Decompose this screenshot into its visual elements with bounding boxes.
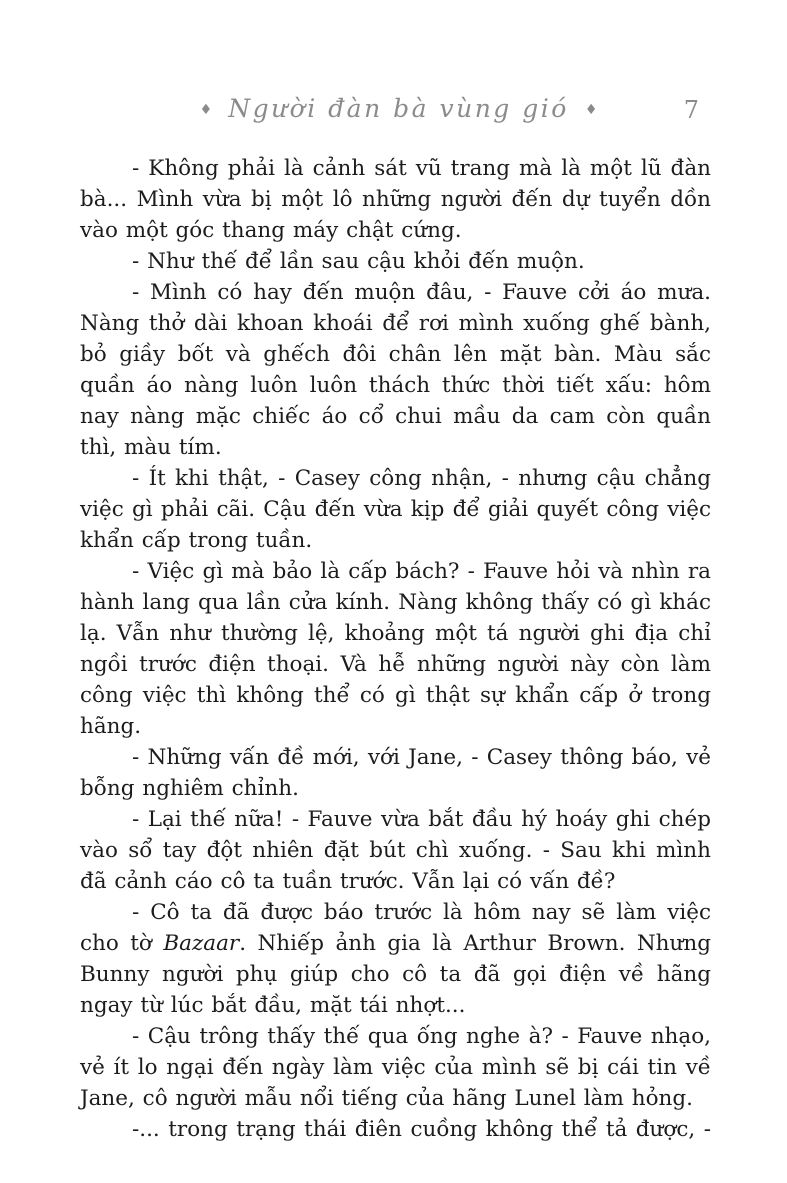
text-run: - Việc gì mà bảo là cấp bách? - Fauve hỏi và nhìn ra hành lang qua lần cửa kính. Nàng không thấy có gì khác lạ. Vẫn như thường lệ, khoảng một tá người ghi địa chỉ ngồi trước điện thoại. Và hễ những người này còn làm công việc thì không thể có gì thật sự khẩn cấp ở trong hãng. bbox=[80, 559, 711, 739]
diamond-ornament-right-icon: ♦ bbox=[584, 102, 598, 118]
paragraph bbox=[80, 1114, 711, 1145]
text-run: - Như thế để lần sau cậu khỏi đến muộn. bbox=[132, 249, 585, 274]
text-run: - Những vấn đề mới, với Jane, - Casey thông báo, vẻ bỗng nghiêm chỉnh. bbox=[80, 745, 711, 801]
paragraph bbox=[80, 463, 711, 556]
page-body bbox=[80, 153, 711, 1145]
paragraph bbox=[80, 277, 711, 463]
paragraph bbox=[80, 1021, 711, 1114]
text-run: - Cậu trông thấy thế qua ống nghe à? - Fauve nhạo, vẻ ít lo ngại đến ngày làm việc của mình sẽ bị cái tin về Jane, cô người mẫu nổi tiếng của hãng Lunel làm hỏng. bbox=[80, 1024, 711, 1111]
paragraph bbox=[80, 246, 711, 277]
book-title: Người đàn bà vùng gió bbox=[228, 94, 569, 123]
page-number: 7 bbox=[683, 96, 699, 124]
paragraph bbox=[80, 153, 711, 246]
paragraph bbox=[80, 742, 711, 804]
page-header bbox=[80, 94, 717, 130]
paragraph bbox=[80, 804, 711, 897]
text-run: - Mình có hay đến muộn đâu, - Fauve cởi áo mưa. Nàng thở dài khoan khoái để rơi mình xuống ghế bành, bỏ giầy bốt và ghếch đôi chân lên mặt bàn. Màu sắc quần áo nàng luôn luôn thách thức thời tiết xấu: hôm nay nàng mặc chiếc áo cổ chui mầu da cam còn quần thì, màu tím. bbox=[80, 280, 711, 460]
running-title bbox=[80, 94, 717, 123]
text-run: - Lại thế nữa! - Fauve vừa bắt đầu hý hoáy ghi chép vào sổ tay đột nhiên đặt bút chì xuống. - Sau khi mình đã cảnh cáo cô ta tuần trước. Vẫn lại có vấn đề? bbox=[80, 807, 711, 894]
text-run: -... trong trạng thái điên cuồng không thể tả được, - bbox=[132, 1117, 711, 1142]
paragraph bbox=[80, 556, 711, 742]
text-run: . Nhiếp ảnh gia là Arthur Brown. Nhưng Bunny người phụ giúp cho cô ta đã gọi điện về hãng ngay từ lúc bắt đầu, mặt tái nhợt... bbox=[80, 931, 711, 1018]
text-run: - Ít khi thật, - Casey công nhận, - nhưng cậu chẳng việc gì phải cãi. Cậu đến vừa kịp để giải quyết công việc khẩn cấp trong tuần. bbox=[80, 466, 711, 553]
text-run: - Cô ta đã được báo trước là hôm nay sẽ làm việc cho tờ bbox=[80, 900, 711, 956]
italic-text-run: Bazaar bbox=[163, 931, 240, 956]
paragraph bbox=[80, 897, 711, 1021]
text-run: - Không phải là cảnh sát vũ trang mà là một lũ đàn bà... Mình vừa bị một lô những người đến dự tuyển dồn vào một góc thang máy chật cứng. bbox=[80, 156, 711, 243]
diamond-ornament-left-icon: ♦ bbox=[199, 102, 213, 118]
